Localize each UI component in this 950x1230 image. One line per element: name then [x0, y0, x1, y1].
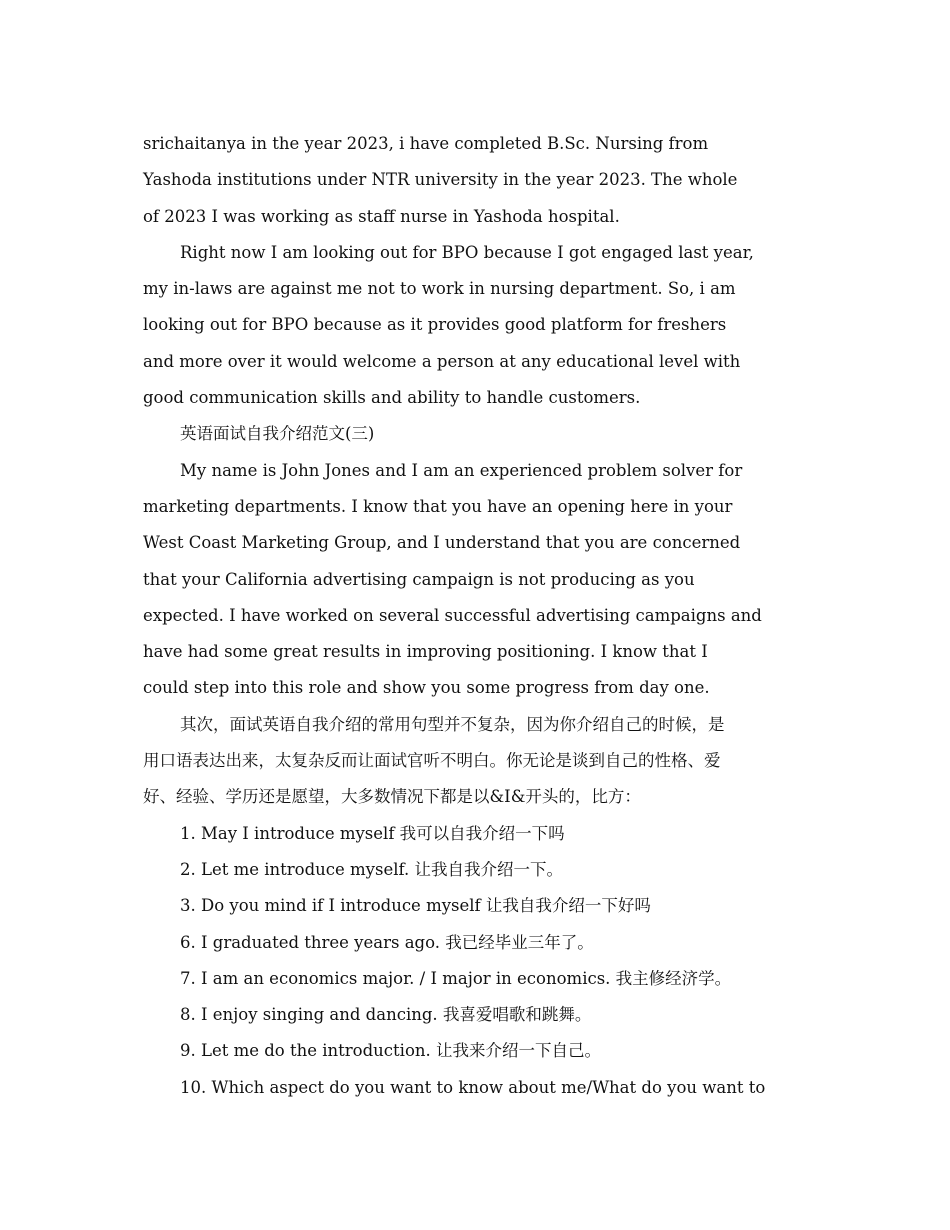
text-line: marketing departments. I know that you have an opening here in your [143, 496, 733, 516]
document-body [143, 126, 823, 1106]
text-line: expected. I have worked on several successful advertising campaigns and [143, 605, 762, 625]
text-line: 9. Let me do the introduction. 让我来介绍一下自己。 [180, 1041, 601, 1061]
text-line: of 2023 I was working as staff nurse in Yashoda hospital. [143, 206, 620, 226]
text-line: 7. I am an economics major. / I major in economics. 我主修经济学。 [180, 968, 732, 988]
text-line: and more over it would welcome a person at any educational level with [143, 351, 741, 371]
text-line: West Coast Marketing Group, and I understand that you are concerned [143, 533, 741, 553]
text-line: that your California advertising campaign is not producing as you [143, 569, 695, 589]
text-line: 英语面试自我介绍范文(三) [180, 424, 375, 444]
text-line: srichaitanya in the year 2023, i have completed B.Sc. Nursing from [143, 134, 709, 153]
text-line: 用口语表达出来，太复杂反而让面试官听不明白。你无论是谈到自己的性格、爱 [143, 751, 721, 771]
text-line: 3. Do you mind if I introduce myself 让我自我介绍一下好吗 [180, 896, 651, 916]
text-line: 好、经验、学历还是愿望，大多数情况下都是以&I&开头的，比方： [143, 787, 641, 807]
text-line: 1. May I introduce myself 我可以自我介绍一下吗 [180, 823, 565, 843]
text-line: my in-laws are against me not to work in nursing department. So, i am [143, 279, 736, 299]
text-line: looking out for BPO because as it provides good platform for freshers [143, 315, 727, 335]
text-line: have had some great results in improving positioning. I know that I [143, 642, 708, 662]
text-line: 10. Which aspect do you want to know about me/What do you want to [180, 1077, 766, 1097]
text-line: 6. I graduated three years ago. 我已经毕业三年了。 [180, 932, 594, 952]
text-line: 其次，面试英语自我介绍的常用句型并不复杂，因为你介绍自己的时候，是 [180, 714, 725, 734]
text-line: 2. Let me introduce myself. 让我自我介绍一下。 [180, 859, 564, 879]
text-line: good communication skills and ability to handle customers. [143, 388, 641, 408]
text-line: Yashoda institutions under NTR university in the year 2023. The whole [143, 170, 738, 190]
text-line: 8. I enjoy singing and dancing. 我喜爱唱歌和跳舞。 [180, 1005, 592, 1025]
text-line: My name is John Jones and I am an experienced problem solver for [180, 460, 743, 480]
text-line: could step into this role and show you some progress from day one. [143, 678, 710, 698]
text-line: Right now I am looking out for BPO because I got engaged last year, [180, 242, 754, 262]
